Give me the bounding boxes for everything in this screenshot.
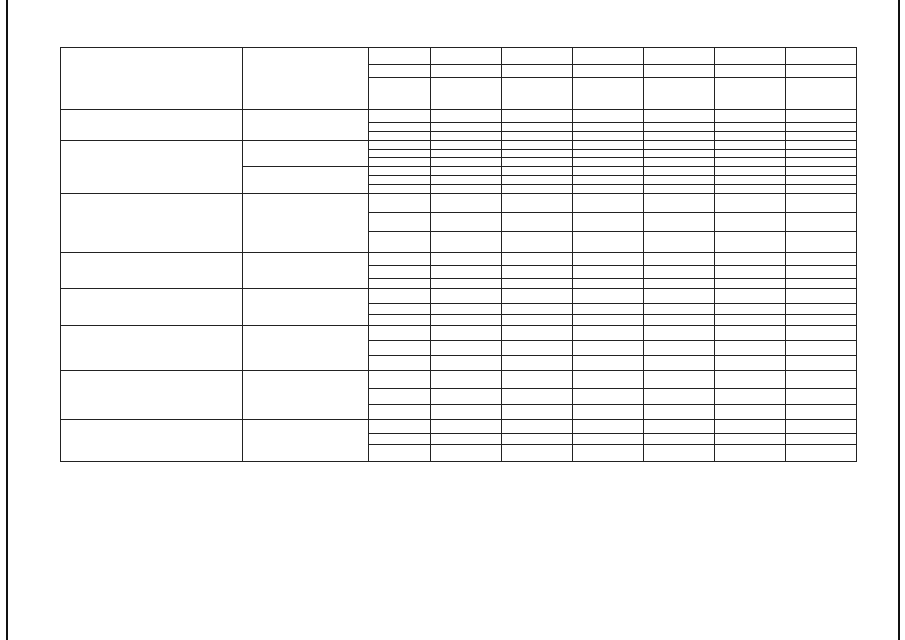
value-cell (786, 389, 857, 405)
value-cell (715, 132, 786, 141)
value-cell (786, 356, 857, 371)
value-cell (715, 48, 786, 65)
value-cell (715, 213, 786, 232)
value-cell (573, 150, 644, 158)
left-scan-edge (6, 0, 8, 640)
value-cell (431, 356, 502, 371)
value-cell (644, 405, 715, 420)
value-cell (644, 48, 715, 65)
value-cell (573, 420, 644, 434)
executor-cell (243, 110, 369, 141)
source-cell (369, 420, 431, 434)
value-cell (431, 445, 502, 462)
value-cell (573, 185, 644, 194)
value-cell (431, 266, 502, 279)
value-cell (502, 326, 573, 341)
value-cell (573, 78, 644, 110)
value-cell (431, 132, 502, 141)
value-cell (715, 167, 786, 176)
value-cell (786, 176, 857, 185)
executor-cell (243, 167, 369, 194)
value-cell (715, 65, 786, 78)
value-cell (644, 304, 715, 315)
value-cell (786, 110, 857, 123)
table-row (61, 371, 857, 389)
value-cell (573, 194, 644, 213)
value-cell (431, 176, 502, 185)
value-cell (644, 266, 715, 279)
event-name-cell (61, 110, 243, 141)
value-cell (644, 315, 715, 326)
value-cell (786, 341, 857, 356)
value-cell (715, 405, 786, 420)
value-cell (715, 371, 786, 389)
value-cell (715, 304, 786, 315)
value-cell (502, 213, 573, 232)
value-cell (431, 371, 502, 389)
budget-table-sheet (60, 47, 856, 462)
table-row (61, 253, 857, 266)
table-row (61, 289, 857, 304)
value-cell (786, 194, 857, 213)
value-cell (644, 167, 715, 176)
source-cell (369, 110, 431, 123)
source-cell (369, 405, 431, 420)
value-cell (573, 167, 644, 176)
value-cell (502, 110, 573, 123)
value-cell (573, 279, 644, 289)
value-cell (715, 315, 786, 326)
value-cell (431, 279, 502, 289)
value-cell (502, 389, 573, 405)
value-cell (431, 194, 502, 213)
value-cell (715, 123, 786, 132)
table-row (61, 110, 857, 123)
value-cell (431, 420, 502, 434)
value-cell (431, 141, 502, 150)
value-cell (502, 356, 573, 371)
value-cell (431, 326, 502, 341)
value-cell (573, 289, 644, 304)
executor-cell (243, 371, 369, 420)
value-cell (786, 326, 857, 341)
value-cell (573, 253, 644, 266)
value-cell (573, 65, 644, 78)
source-cell (369, 158, 431, 167)
source-cell (369, 213, 431, 232)
executor-cell (243, 420, 369, 462)
value-cell (431, 232, 502, 253)
value-cell (786, 78, 857, 110)
value-cell (431, 315, 502, 326)
source-cell (369, 315, 431, 326)
value-cell (715, 141, 786, 150)
value-cell (644, 289, 715, 304)
value-cell (786, 289, 857, 304)
value-cell (644, 389, 715, 405)
source-cell (369, 304, 431, 315)
value-cell (573, 141, 644, 150)
value-cell (644, 445, 715, 462)
value-cell (502, 158, 573, 167)
value-cell (431, 48, 502, 65)
executor-cell (243, 253, 369, 289)
value-cell (573, 176, 644, 185)
table-row (61, 141, 857, 150)
value-cell (573, 371, 644, 389)
value-cell (431, 304, 502, 315)
value-cell (502, 445, 573, 462)
value-cell (644, 253, 715, 266)
value-cell (644, 150, 715, 158)
value-cell (573, 132, 644, 141)
value-cell (715, 266, 786, 279)
value-cell (573, 341, 644, 356)
value-cell (502, 420, 573, 434)
value-cell (502, 405, 573, 420)
value-cell (644, 371, 715, 389)
table-row (61, 194, 857, 213)
source-cell (369, 78, 431, 110)
source-cell (369, 253, 431, 266)
value-cell (786, 434, 857, 445)
right-scan-edge (898, 0, 900, 640)
value-cell (786, 315, 857, 326)
value-cell (715, 158, 786, 167)
value-cell (715, 150, 786, 158)
value-cell (715, 434, 786, 445)
value-cell (786, 158, 857, 167)
source-cell (369, 326, 431, 341)
event-name-cell (61, 420, 243, 462)
budget-table (60, 47, 857, 462)
executor-cell (243, 48, 369, 110)
value-cell (786, 141, 857, 150)
value-cell (573, 356, 644, 371)
value-cell (502, 123, 573, 132)
executor-cell (243, 326, 369, 371)
value-cell (715, 389, 786, 405)
value-cell (644, 194, 715, 213)
value-cell (786, 213, 857, 232)
value-cell (644, 279, 715, 289)
value-cell (715, 445, 786, 462)
value-cell (644, 141, 715, 150)
value-cell (431, 289, 502, 304)
source-cell (369, 266, 431, 279)
value-cell (786, 266, 857, 279)
value-cell (431, 185, 502, 194)
source-cell (369, 123, 431, 132)
value-cell (573, 315, 644, 326)
event-name-cell (61, 194, 243, 253)
value-cell (644, 65, 715, 78)
value-cell (502, 289, 573, 304)
value-cell (786, 65, 857, 78)
value-cell (786, 420, 857, 434)
value-cell (644, 420, 715, 434)
value-cell (431, 253, 502, 266)
value-cell (502, 279, 573, 289)
value-cell (573, 389, 644, 405)
value-cell (431, 78, 502, 110)
value-cell (502, 141, 573, 150)
value-cell (644, 232, 715, 253)
value-cell (431, 167, 502, 176)
value-cell (573, 445, 644, 462)
value-cell (786, 123, 857, 132)
value-cell (644, 434, 715, 445)
value-cell (431, 110, 502, 123)
value-cell (573, 123, 644, 132)
source-cell (369, 65, 431, 78)
source-cell (369, 194, 431, 213)
table-row (61, 326, 857, 341)
value-cell (573, 266, 644, 279)
value-cell (502, 341, 573, 356)
value-cell (502, 434, 573, 445)
value-cell (502, 232, 573, 253)
table-row (61, 420, 857, 434)
value-cell (573, 434, 644, 445)
value-cell (644, 132, 715, 141)
source-cell (369, 445, 431, 462)
value-cell (715, 176, 786, 185)
value-cell (502, 371, 573, 389)
value-cell (715, 289, 786, 304)
value-cell (573, 232, 644, 253)
value-cell (644, 356, 715, 371)
source-cell (369, 371, 431, 389)
value-cell (786, 150, 857, 158)
value-cell (644, 176, 715, 185)
value-cell (502, 185, 573, 194)
value-cell (502, 78, 573, 110)
value-cell (431, 123, 502, 132)
value-cell (786, 405, 857, 420)
value-cell (431, 65, 502, 78)
value-cell (573, 213, 644, 232)
source-cell (369, 341, 431, 356)
value-cell (573, 326, 644, 341)
value-cell (786, 132, 857, 141)
value-cell (431, 150, 502, 158)
source-cell (369, 150, 431, 158)
value-cell (715, 232, 786, 253)
value-cell (786, 445, 857, 462)
value-cell (644, 78, 715, 110)
event-name-cell (61, 253, 243, 289)
value-cell (715, 326, 786, 341)
executor-total-cell (243, 141, 369, 167)
executor-cell (243, 289, 369, 326)
event-name-cell (61, 326, 243, 371)
source-cell (369, 279, 431, 289)
value-cell (573, 304, 644, 315)
source-cell (369, 356, 431, 371)
value-cell (786, 185, 857, 194)
value-cell (502, 65, 573, 78)
value-cell (786, 279, 857, 289)
value-cell (502, 253, 573, 266)
source-cell (369, 289, 431, 304)
value-cell (715, 194, 786, 213)
source-cell (369, 232, 431, 253)
value-cell (573, 158, 644, 167)
value-cell (502, 132, 573, 141)
value-cell (431, 341, 502, 356)
value-cell (644, 110, 715, 123)
value-cell (502, 266, 573, 279)
value-cell (786, 232, 857, 253)
source-cell (369, 48, 431, 65)
value-cell (502, 304, 573, 315)
value-cell (431, 405, 502, 420)
value-cell (786, 371, 857, 389)
event-name-cell (61, 371, 243, 420)
source-cell (369, 176, 431, 185)
event-name-cell (61, 48, 243, 110)
table-row (61, 48, 857, 65)
source-cell (369, 167, 431, 176)
value-cell (502, 315, 573, 326)
value-cell (502, 48, 573, 65)
value-cell (644, 213, 715, 232)
value-cell (502, 167, 573, 176)
value-cell (644, 123, 715, 132)
value-cell (786, 48, 857, 65)
event-name-cell (61, 289, 243, 326)
value-cell (431, 158, 502, 167)
source-cell (369, 389, 431, 405)
value-cell (644, 341, 715, 356)
value-cell (715, 253, 786, 266)
source-cell (369, 141, 431, 150)
value-cell (715, 185, 786, 194)
value-cell (715, 279, 786, 289)
value-cell (715, 356, 786, 371)
value-cell (502, 194, 573, 213)
value-cell (431, 389, 502, 405)
value-cell (502, 176, 573, 185)
value-cell (786, 167, 857, 176)
value-cell (573, 48, 644, 65)
source-cell (369, 434, 431, 445)
value-cell (786, 253, 857, 266)
value-cell (573, 110, 644, 123)
value-cell (715, 341, 786, 356)
source-cell (369, 132, 431, 141)
subprogram-name-cell (61, 141, 243, 194)
value-cell (431, 213, 502, 232)
budget-table-body (61, 48, 857, 462)
value-cell (502, 150, 573, 158)
executor-cell (243, 194, 369, 253)
value-cell (715, 420, 786, 434)
value-cell (786, 304, 857, 315)
value-cell (431, 434, 502, 445)
value-cell (715, 110, 786, 123)
value-cell (644, 158, 715, 167)
value-cell (573, 405, 644, 420)
value-cell (644, 326, 715, 341)
value-cell (715, 78, 786, 110)
source-cell (369, 185, 431, 194)
value-cell (644, 185, 715, 194)
